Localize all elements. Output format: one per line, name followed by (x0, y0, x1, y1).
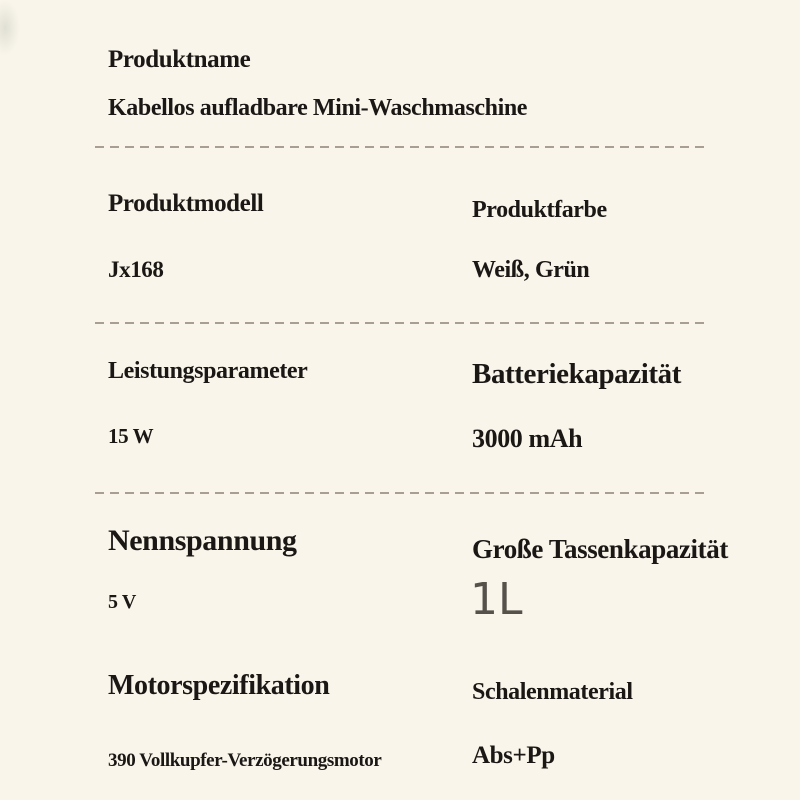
product-name-label: Produktname (108, 46, 251, 73)
power-parameter-label: Leistungsparameter (108, 358, 308, 384)
motor-spec-label: Motorspezifikation (108, 670, 330, 701)
cup-capacity-label: Große Tassenkapazität (472, 534, 728, 564)
rated-voltage-value: 5 V (108, 591, 136, 613)
cup-capacity-value: 1L (470, 574, 523, 625)
product-model-value: Jx168 (108, 257, 164, 282)
motor-spec-value: 390 Vollkupfer-Verzögerungsmotor (108, 750, 382, 771)
rated-voltage-label: Nennspannung (108, 524, 297, 557)
battery-capacity-label: Batteriekapazität (472, 358, 682, 390)
shell-material-label: Schalenmaterial (472, 679, 633, 705)
section-divider (95, 492, 707, 494)
battery-capacity-value: 3000 mAh (472, 424, 583, 453)
product-model-label: Produktmodell (108, 190, 264, 217)
shell-material-value: Abs+Pp (472, 742, 555, 769)
product-color-label: Produktfarbe (472, 197, 607, 223)
section-divider (95, 146, 707, 148)
section-divider (95, 322, 707, 324)
corner-smudge (0, 0, 20, 56)
power-parameter-value: 15 W (108, 424, 154, 448)
product-color-value: Weiß, Grün (472, 257, 590, 283)
product-name-value: Kabellos aufladbare Mini-Waschmaschine (108, 95, 528, 121)
